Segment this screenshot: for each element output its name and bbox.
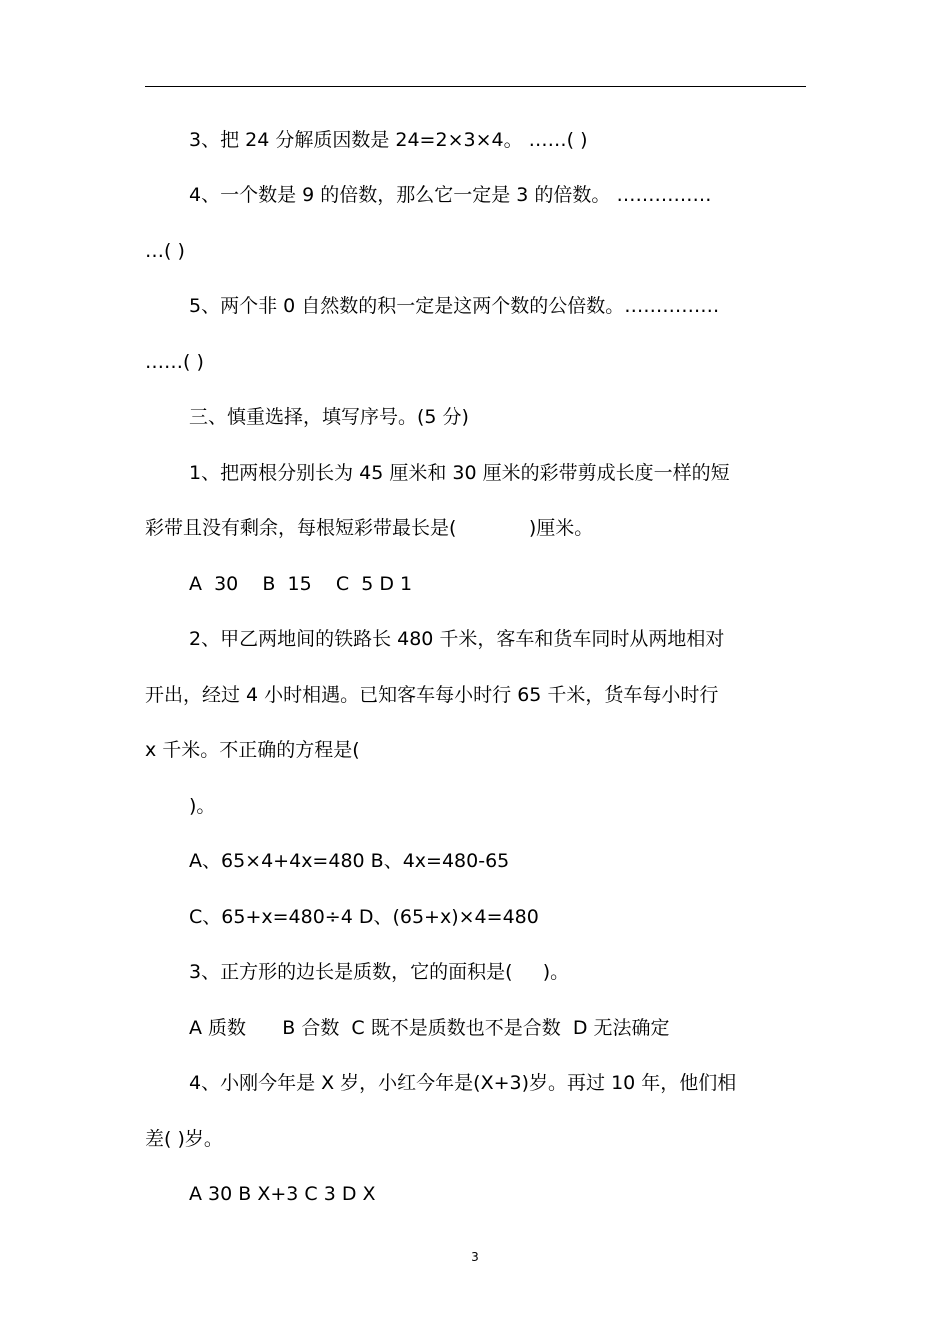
section-heading: 三、慎重选择，填写序号。(5 分) — [189, 406, 469, 428]
judge-item-5-cont: ……( ) — [145, 351, 204, 373]
choice-q1: 1、把两根分别长为 45 厘米和 30 厘米的彩带剪成长度一样的短 — [189, 462, 730, 484]
choice-q4-options: A 30 B X+3 C 3 D X — [189, 1183, 376, 1205]
choice-q2: 2、甲乙两地间的铁路长 480 千米，客车和货车同时从两地相对 — [189, 628, 725, 650]
choice-q1-cont: 彩带且没有剩余，每根短彩带最长是( )厘米。 — [145, 517, 594, 539]
choice-q4: 4、小刚今年是 X 岁，小红今年是(X+3)岁。再过 10 年，他们相 — [189, 1072, 737, 1094]
choice-q3: 3、正方形的边长是质数，它的面积是( )。 — [189, 961, 570, 983]
choice-q2-options-ab: A、65×4+4x=480 B、4x=480-65 — [189, 850, 510, 872]
choice-q2-cont: 开出，经过 4 小时相遇。已知客车每小时行 65 千米，货车每小时行 — [145, 684, 719, 706]
choice-q3-options: A 质数 B 合数 C 既不是质数也不是合数 D 无法确定 — [189, 1017, 670, 1039]
page-number: 3 — [471, 1250, 479, 1264]
choice-q2-cont-3: )。 — [189, 795, 216, 817]
header-rule — [145, 86, 806, 87]
judge-item-4-cont: …( ) — [145, 240, 185, 262]
judge-item-4: 4、一个数是 9 的倍数，那么它一定是 3 的倍数。 …………… — [189, 184, 712, 206]
judge-item-5: 5、两个非 0 自然数的积一定是这两个数的公倍数。…………… — [189, 295, 720, 317]
choice-q2-options-cd: C、65+x=480÷4 D、(65+x)×4=480 — [189, 906, 539, 928]
choice-q1-options: A 30 B 15 C 5 D 1 — [189, 573, 413, 595]
choice-q2-cont-2: x 千米。不正确的方程是( — [145, 739, 360, 761]
choice-q4-cont: 差( )岁。 — [145, 1128, 223, 1150]
judge-item-3: 3、把 24 分解质因数是 24=2×3×4。 ……( ) — [189, 129, 588, 151]
